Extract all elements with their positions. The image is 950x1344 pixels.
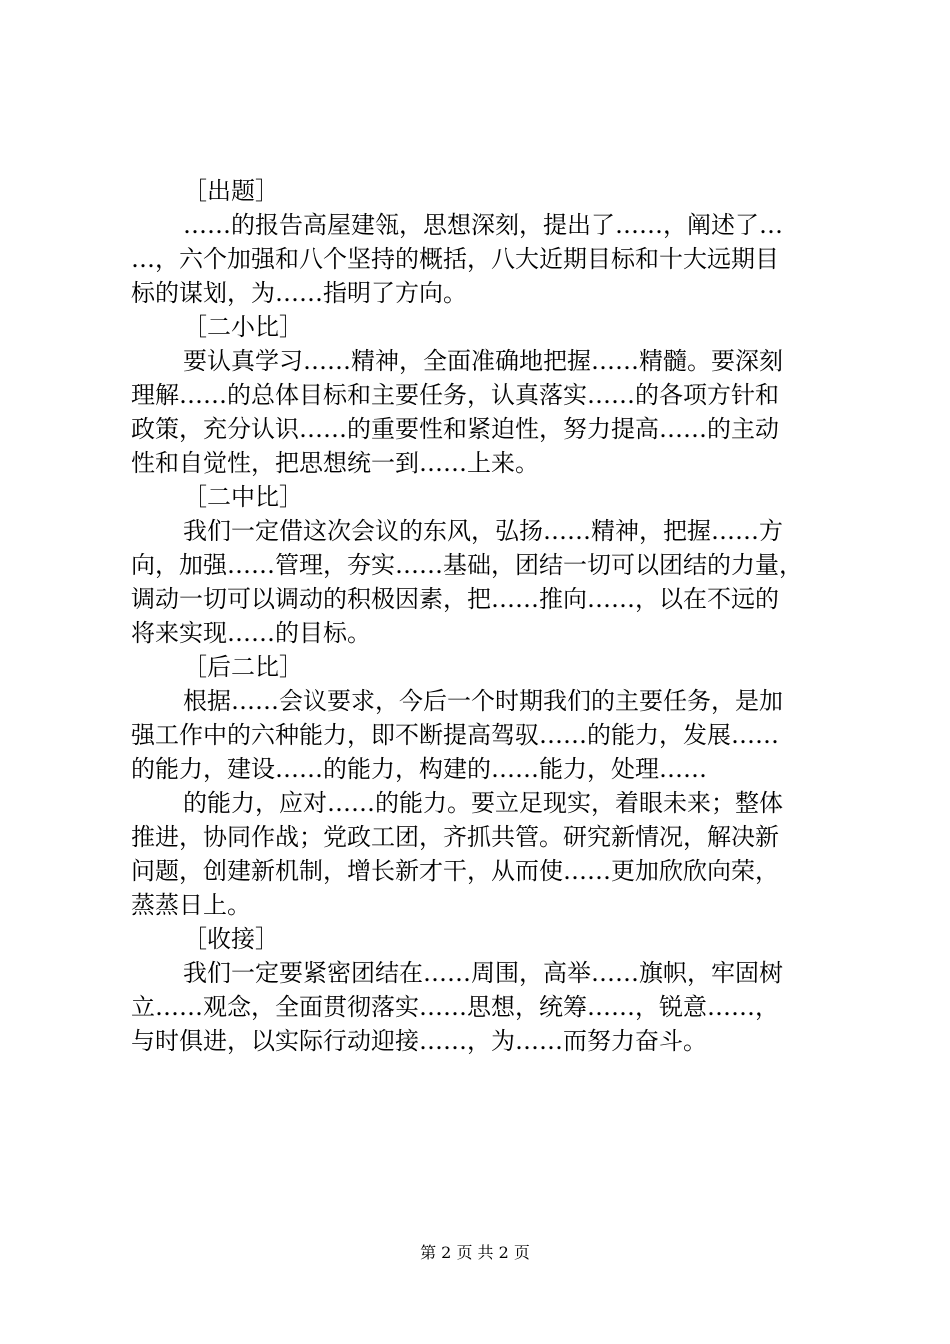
paragraph-line: 政策，充分认识……的重要性和紧迫性，努力提高……的主动 bbox=[131, 415, 779, 443]
paragraph-line: 推进，协同作战；党政工团，齐抓共管。研究新情况，解决新 bbox=[131, 823, 779, 851]
paragraph-line: …，六个加强和八个坚持的概括，八大近期目标和十大远期目 bbox=[131, 245, 779, 273]
paragraph-line: ……的报告高屋建瓴，思想深刻，提出了……，阐述了… bbox=[183, 211, 783, 239]
paragraph-line: 向，加强……管理，夯实……基础，团结一切可以团结的力量， bbox=[131, 551, 803, 579]
paragraph-line: 理解……的总体目标和主要任务，认真落实……的各项方针和 bbox=[131, 381, 779, 409]
paragraph-line: 的能力，建设……的能力，构建的……能力，处理…… bbox=[131, 755, 707, 783]
paragraph-line: 性和自觉性，把思想统一到……上来。 bbox=[131, 449, 539, 477]
section-heading-small: ［二小比］ bbox=[183, 313, 303, 341]
paragraph-line: 我们一定借这次会议的东风，弘扬……精神，把握……方 bbox=[183, 517, 783, 545]
paragraph-line: 蒸蒸日上。 bbox=[131, 891, 251, 919]
paragraph-line: 将来实现……的目标。 bbox=[131, 619, 371, 647]
paragraph-line: 与时俱进，以实际行动迎接……，为……而努力奋斗。 bbox=[131, 1027, 707, 1055]
section-heading-closing: ［收接］ bbox=[183, 925, 279, 953]
paragraph-line: 强工作中的六种能力，即不断提高驾驭……的能力，发展…… bbox=[131, 721, 779, 749]
section-heading-middle: ［二中比］ bbox=[183, 483, 303, 511]
paragraph-line: 要认真学习……精神，全面准确地把握……精髓。要深刻 bbox=[183, 347, 783, 375]
paragraph-line: 标的谋划，为……指明了方向。 bbox=[131, 279, 467, 307]
paragraph-line: 根据……会议要求，今后一个时期我们的主要任务，是加 bbox=[183, 687, 783, 715]
paragraph-line: 立……观念，全面贯彻落实……思想，统筹……，锐意……， bbox=[131, 993, 779, 1021]
paragraph-line: 问题，创建新机制，增长新才干，从而使……更加欣欣向荣， bbox=[131, 857, 779, 885]
section-heading-later: ［后二比］ bbox=[183, 653, 303, 681]
paragraph-line: 的能力，应对……的能力。要立足现实，着眼未来；整体 bbox=[183, 789, 783, 817]
paragraph-line: 我们一定要紧密团结在……周围，高举……旗帜，牢固树 bbox=[183, 959, 783, 987]
page-number-footer: 第 2 页 共 2 页 bbox=[420, 1243, 530, 1262]
section-heading-opening: ［出题］ bbox=[183, 177, 279, 205]
paragraph-line: 调动一切可以调动的积极因素，把……推向……，以在不远的 bbox=[131, 585, 779, 613]
